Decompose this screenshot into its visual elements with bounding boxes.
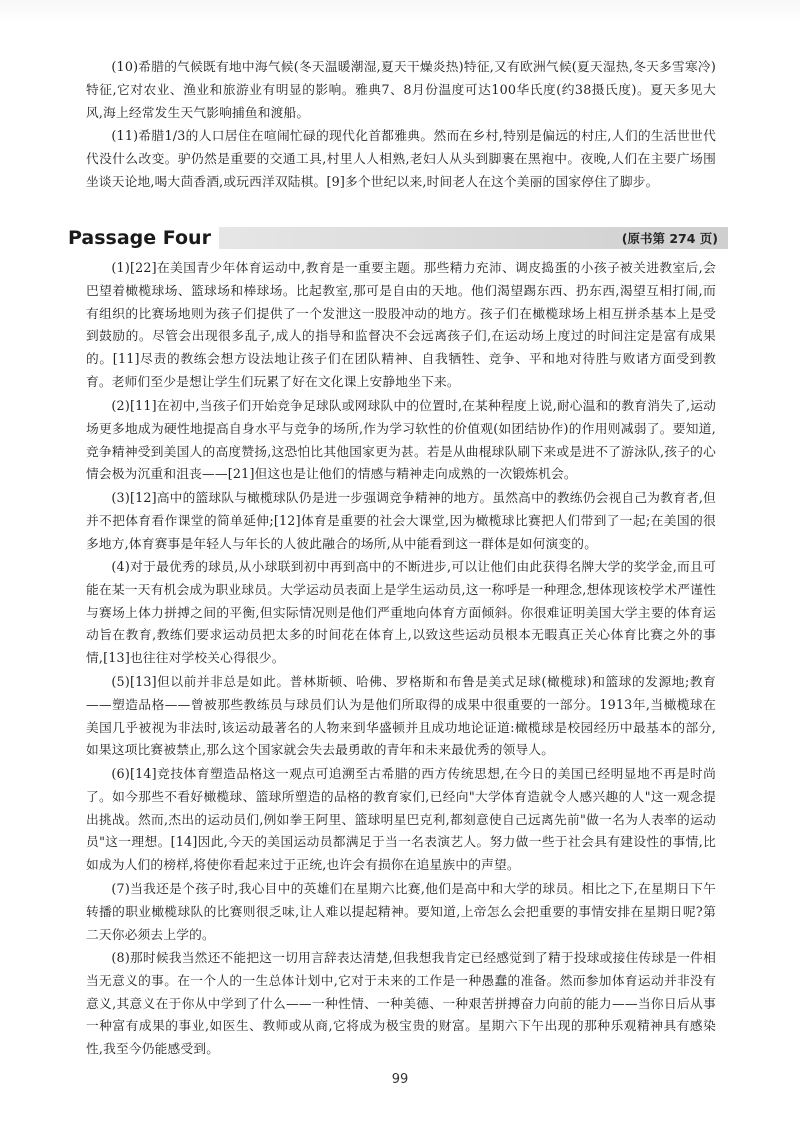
passage-header <box>68 226 728 250</box>
paragraph-10: (10)希腊的气候既有地中海气候(冬天温暖潮湿,夏天干燥炎热)特征,又有欧洲气候(夏天湿热,冬天多雪寒冷)特征,它对农业、渔业和旅游业有明显的影响。雅典7、8月份温度可达100华氏度(约38摄氏度)。夏天多见大风,海上经常发生天气影响捕鱼和渡船。 <box>86 59 716 120</box>
paragraph-1: (1)[22]在美国青少年体育运动中,教育是一重要主题。那些精力充沛、调皮捣蛋的小孩子被关进教室后,会巴望着橄榄球场、篮球场和棒球场。比起教室,那可是自由的天地。他们渴望踢东西、扔东西,渴望互相打闹,而有组织的比赛场地则为孩子们提供了一个发泄这一股股冲动的地方。孩子们在橄榄球场上相互拼杀基本上是受到鼓励的。尽管会出现很多乱子,成人的指导和监督决不会远离孩子们,在运动场上度过的时间注定是富有成果的。[11]尽责的教练会想方设法地让孩子们在团队精神、自我牺牲、竞争、平和地对待胜与败诸方面受到教育。老师们至少是想让学生们玩累了好在文化课上安静地坐下来。 <box>86 260 716 389</box>
paragraph-4: (4)对于最优秀的球员,从小球联到初中再到高中的不断进步,可以让他们由此获得名牌大学的奖学金,而且可能在某一天有机会成为职业球员。大学运动员表面上是学生运动员,这一称呼是一种理念,想体现该校学术严谨性与赛场上体力拼搏之间的平衡,但实际情况则是他们严重地向体育方面倾斜。你很难证明美国大学主要的体育运动旨在教育,教练们要求运动员把太多的时间花在体育上,以致这些运动员根本无暇真正关心体育比赛之外的事情,[13]也往往对学校关心得很少。 <box>86 559 716 666</box>
paragraph-11: (11)希腊1/3的人口居住在喧闹忙碌的现代化首都雅典。然而在乡村,特别是偏远的村庄,人们的生活世世代代没什么改变。驴仍然是重要的交通工具,村里人人相熟,老妇人从头到脚裹在黑袍中。夜晚,人们在主要广场围坐谈天论地,喝大茴香酒,或玩西洋双陆棋。[9]多个世纪以来,时间老人在这个美丽的国家停住了脚步。 <box>86 128 716 189</box>
paragraph-6: (6)[14]竞技体育塑造品格这一观点可追溯至古希腊的西方传统思想,在今日的美国已经明显地不再是时尚了。如今那些不看好橄榄球、篮球所塑造的品格的教育家们,已经向"大学体育造就令人感兴趣的人"这一观念提出挑战。然而,杰出的运动员们,例如拳王阿里、篮球明星巴克利,都刻意使自己远离先前"做一名为人表率的运动员"这一理想。[14]因此,今天的美国运动员都满足于当一名表演艺人。努力做一些于社会具有建设性的事情,比如成为人们的榜样,将使你看起来过于正统,也许会有损你在追星族中的声望。 <box>86 766 716 873</box>
paragraph-3: (3)[12]高中的篮球队与橄榄球队仍是进一步强调竞争精神的地方。虽然高中的教练仍会视自己为教育者,但并不把体育看作课堂的简单延伸;[12]体育是重要的社会大课堂,因为橄榄球比赛把人们带到了一起;在美国的很多地方,体育赛事是年轻人与年长的人彼此融合的场所,从中能看到这一群体是如何演变的。 <box>86 490 716 551</box>
page-number: 99 <box>391 1072 409 1087</box>
paragraph-2: (2)[11]在初中,当孩子们开始竞争足球队或网球队中的位置时,在某种程度上说,耐心温和的教育消失了,运动场更多地成为硬性地提高自身水平与竞争的场所,作为学习软性的价值观(如团结协作)的作用则减弱了。要知道,竞争精神受到美国人的高度赞扬,这恐怕比其他国家更为甚。若是从曲棍球队刷下来或是进不了游泳队,孩子的心情会极为沉重和沮丧——[21]但这也是让他们的情感与精神走向成熟的一次锻炼机会。 <box>86 398 716 482</box>
passage-header-bar <box>219 227 728 249</box>
paragraph-7: (7)当我还是个孩子时,我心目中的英雄们在星期六比赛,他们是高中和大学的球员。相比之下,在星期日下午转播的职业橄榄球队的比赛则很乏味,让人难以提起精神。要知道,上帝怎么会把重要的事情安排在星期日呢?第二天你必须去上学的。 <box>86 881 716 942</box>
paragraph-8: (8)那时候我当然还不能把这一切用言辞表达清楚,但我想我肯定已经感觉到了精于投球或接住传球是一件相当无意义的事。在一个人的一生总体计划中,它对于未来的工作是一种愚蠢的准备。然而参加体育运动并非没有意义,其意义在于你从中学到了什么——一种性情、一种美德、一种艰苦拼搏奋力向前的能力——当你日后从事一种富有成果的事业,如医生、教师或从商,它将成为极宝贵的财富。星期六下午出现的那种乐观精神具有感染性,我至今仍能感受到。 <box>86 950 716 1057</box>
passage-source-ref: (原书第 274 页) <box>621 231 718 246</box>
scan-top-margin <box>0 0 800 22</box>
passage-title: Passage Four <box>68 227 219 249</box>
paragraph-5: (5)[13]但以前并非总是如此。普林斯顿、哈佛、罗格斯和布鲁是美式足球(橄榄球)和篮球的发源地;教育——塑造品格——曾被那些教练员与球员们认为是他们所取得的成果中很重要的一部分。1913年,当橄榄球在美国几乎被视为非法时,该运动最著名的人物来到华盛顿并且成功地论证道:橄榄球是校园经历中最基本的部分,如果这项比赛被禁止,那么这个国家就会失去最勇敢的青年和未来最优秀的领导人。 <box>86 674 716 758</box>
